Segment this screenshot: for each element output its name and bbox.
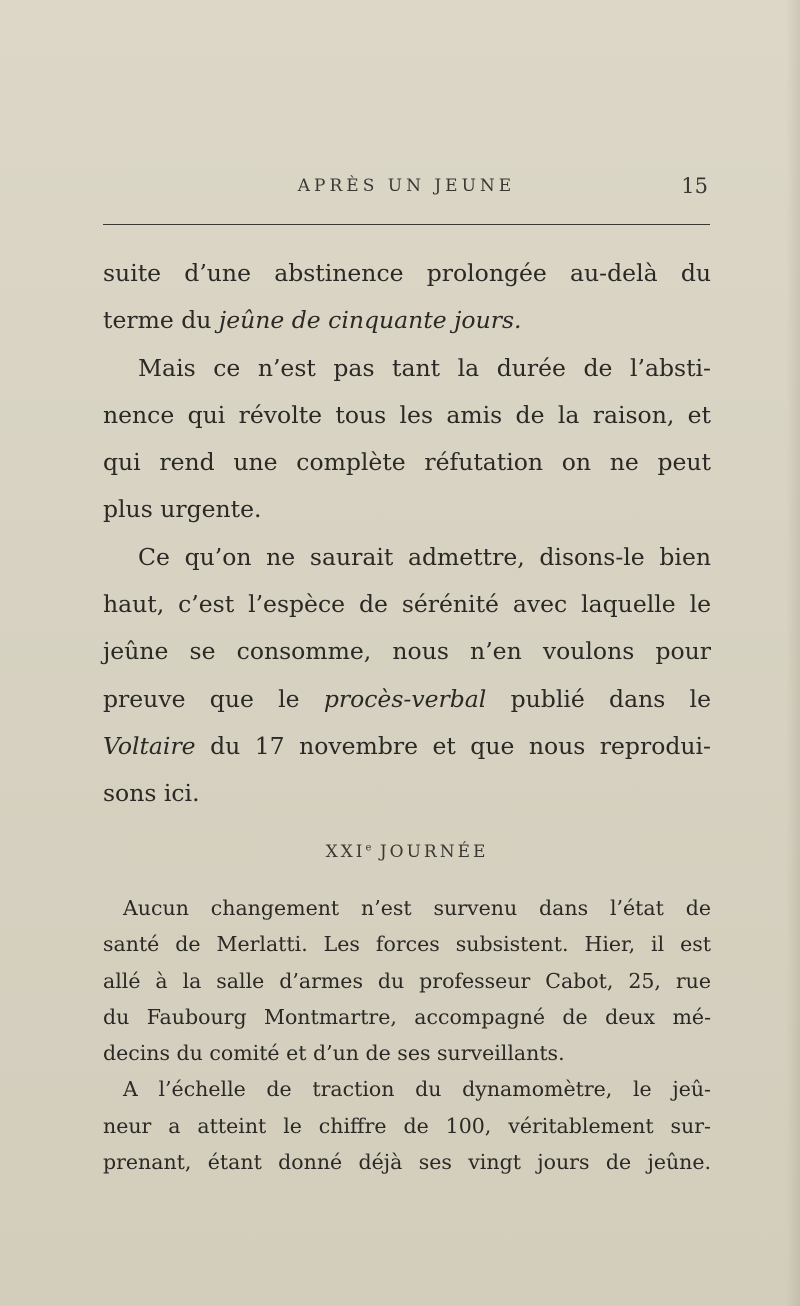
text-line: nence qui révolte tous les amis de la raison, et (103, 400, 711, 429)
text-line: Mais ce n’est pas tant la durée de l’absti- (138, 353, 711, 382)
report-line: santé de Merlatti. Les forces subsistent. Hier, il est (103, 932, 711, 957)
section-heading (103, 842, 711, 862)
running-title: APRÈS UN JEUNE (297, 176, 516, 196)
text-fragment: preuve que le (103, 684, 300, 713)
report-line: du Faubourg Montmartre, accompagné de deux mé- (103, 1004, 711, 1029)
text-fragment: publié dans le (510, 684, 711, 713)
text-line: haut, c’est l’espèce de sérénité avec laquelle le (103, 590, 711, 619)
text-line (103, 676, 711, 723)
section-sup: e (365, 842, 372, 854)
page-number: 15 (681, 174, 708, 198)
text-line: jeûne se consomme, nous n’en voulons pour (103, 637, 711, 666)
text-line: plus urgente. (103, 495, 262, 524)
header-rule (103, 224, 710, 225)
text-line: Ce qu’on ne saurait admettre, disons-le bien (138, 542, 711, 571)
report-line: allé à la salle d’armes du professeur Cabot, 25, rue (103, 968, 711, 993)
text-line: qui rend une complète réfutation on ne peut (103, 448, 711, 477)
running-head (103, 176, 710, 202)
report-line: neur a atteint le chiffre de 100, véritablement sur- (103, 1113, 711, 1138)
section-roman: XXI (325, 842, 366, 862)
report-line: A l’échelle de traction du dynamomètre, le jeû- (123, 1077, 711, 1102)
text-line (103, 723, 711, 770)
italic-phrase: Voltaire (103, 731, 196, 760)
report-line: prenant, étant donné déjà ses vingt jours de jeûne. (103, 1150, 711, 1175)
text-line: sons ici. (103, 779, 200, 808)
page-edge-shadow (786, 0, 800, 1306)
text-fragment: terme du (103, 306, 212, 335)
italic-phrase: jeûne de cinquante jours. (218, 306, 522, 335)
text-fragment: du 17 novembre et que nous reprodui- (210, 731, 711, 760)
body-text (103, 250, 711, 818)
text-line: suite d’une abstinence prolongée au-delà du (103, 259, 711, 287)
report-line: Aucun changement n’est survenu dans l’état de (123, 896, 711, 920)
italic-phrase: procès-verbal (323, 684, 487, 713)
report-text (103, 890, 711, 1180)
text-line (103, 297, 711, 344)
report-line: decins du comité et d’un de ses surveillants. (103, 1041, 565, 1066)
section-title: JOURNÉE (379, 842, 489, 862)
